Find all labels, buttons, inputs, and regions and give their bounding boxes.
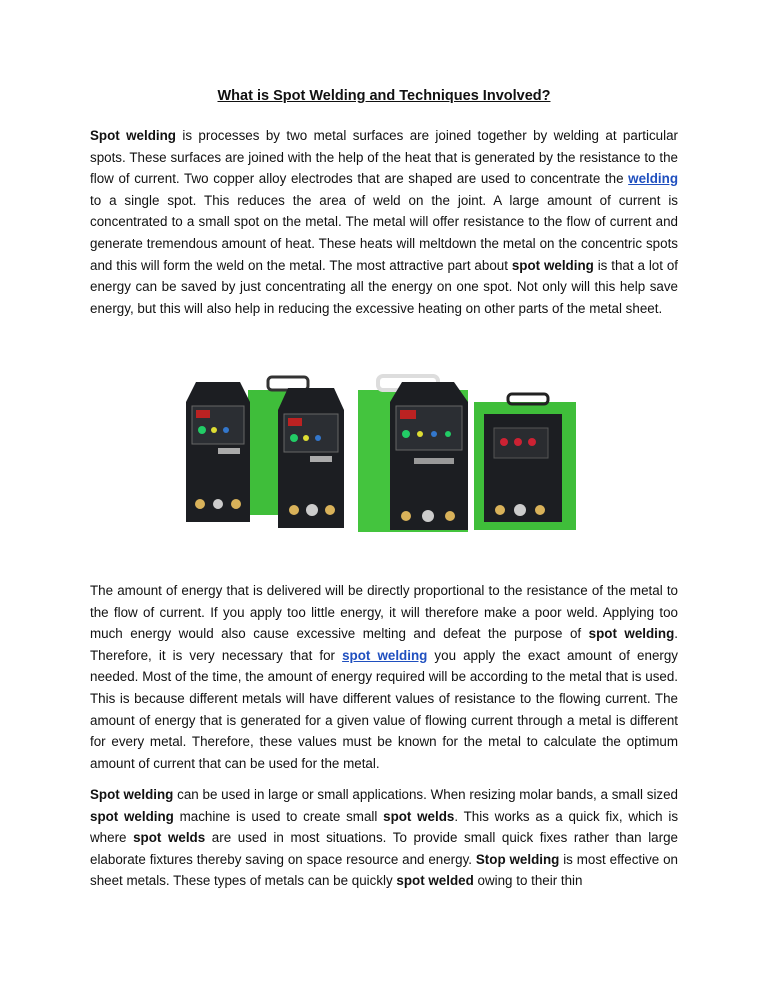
bold-term: spot welded (396, 873, 474, 889)
black-machine-1 (186, 382, 250, 522)
black-machine-2 (278, 388, 344, 528)
welding-machines-image (178, 372, 588, 532)
bold-term: Spot welding (90, 128, 176, 143)
welding-link[interactable]: welding (628, 171, 678, 187)
bold-term: spot welding (90, 808, 174, 824)
black-machine-3 (390, 382, 468, 530)
page-title: What is Spot Welding and Techniques Involved? (217, 88, 551, 104)
paragraph-1: Spot welding is processes by two metal surfaces are joined together by welding at particular spots. These surfaces are joined with the help of the heat that is generated by the resistance to the flow of current. Two copper alloy electrodes that are shaped are used to concentrate the welding to a single spot. This reduces the area of weld on the joint. A large amount of current is concentrated to a small spot on the metal. The metal will offer resistance to the flow of current and generate tremendous amount of heat. These heats will meltdown the metal on the concentric spots and this will form the weld on the metal. The most attractive part about spot welding is that a lot of energy can be saved by just concentrating all the energy on one spot. Not only will this help save energy, but this will also help in reducing the excessive heating on other parts of the metal sheet. (90, 128, 679, 316)
bold-term: spot welding (588, 626, 675, 642)
spot-welding-link[interactable]: spot welding (342, 647, 428, 663)
bold-term: Spot welding (90, 787, 174, 802)
bold-term: Stop welding (475, 851, 560, 867)
bold-term: spot welds (383, 808, 455, 824)
paragraph-2: The amount of energy that is delivered will be directly proportional to the resistance of the metal to the flow of current. If you apply too little energy, it will therefore make a poor weld. Applying too much energy would also cause excessive melting and defeat the purpose of spot welding. Therefore, it is very necessary that for spot welding you apply the exact amount of energy needed. Most of the time, the amount of energy required will be according to the metal that is used. This is because different metals will have different values of resistance to the flowing current. The amount of energy that is generated for a given value of flowing current through a metal is different for every metal. Therefore, these values must be known for the metal to calculate the optimum amount of current that can be used for the metal. (90, 583, 678, 771)
green-machine-right (474, 394, 576, 530)
bold-term: spot welds (133, 830, 206, 846)
bold-term: spot welding (511, 257, 594, 273)
paragraph-3: Spot welding can be used in large or small applications. When resizing molar bands, a small sized spot welding machine is used to create small spot welds. This works as a quick fix, which is where spot welds are used in most situations. To provide small quick fixes rather than large elaborate fixtures thereby saving on space resource and energy. Stop welding is most effective on sheet metals. These types of metals can be quickly spot welded owing to their thin (90, 787, 679, 889)
